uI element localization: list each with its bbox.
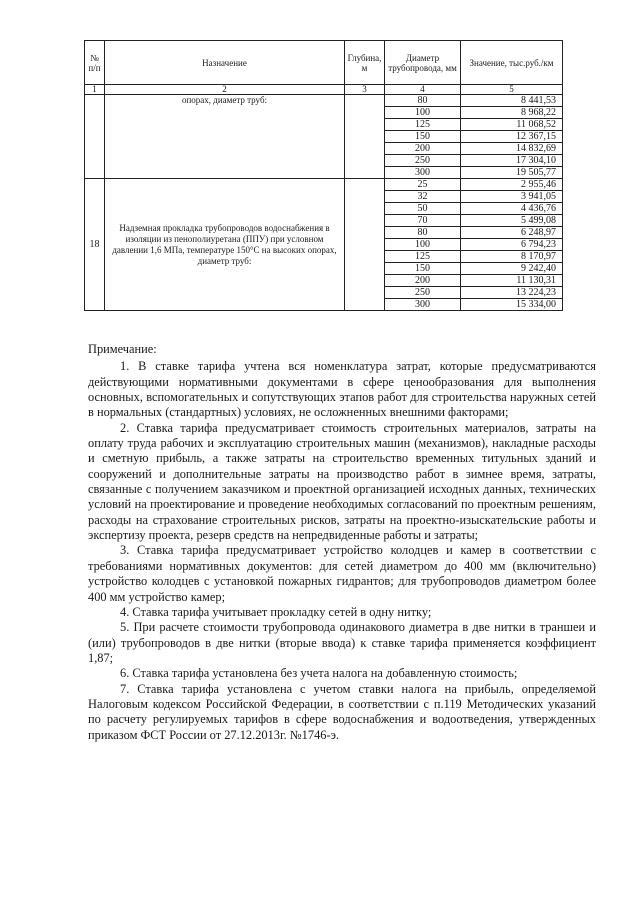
value-cell: 13 224,23	[461, 287, 563, 299]
value-cell: 8 441,53	[461, 95, 563, 107]
note-item: 4. Ставка тарифа учитывает прокладку сетей в одну нитку;	[120, 604, 432, 619]
value-cell: 9 242,40	[461, 263, 563, 275]
column-number: 5	[461, 85, 563, 95]
diameter-cell: 300	[385, 167, 461, 179]
diameter-cell: 250	[385, 155, 461, 167]
table-header-row	[85, 41, 563, 85]
header-value: Значение, тыс.руб./км	[461, 41, 563, 85]
column-number: 3	[345, 85, 385, 95]
value-cell: 11 130,31	[461, 275, 563, 287]
value-cell: 12 367,15	[461, 131, 563, 143]
column-number: 2	[105, 85, 345, 95]
value-cell: 4 436,76	[461, 203, 563, 215]
diameter-cell: 50	[385, 203, 461, 215]
diameter-cell: 80	[385, 227, 461, 239]
table-row	[85, 95, 563, 107]
value-cell: 6 248,97	[461, 227, 563, 239]
value-cell: 17 304,10	[461, 155, 563, 167]
diameter-cell: 125	[385, 119, 461, 131]
value-cell: 2 955,46	[461, 179, 563, 191]
row-description: опорах, диаметр труб:	[105, 95, 345, 179]
header-depth: Глубина, м	[345, 41, 385, 85]
diameter-cell: 70	[385, 215, 461, 227]
diameter-cell: 200	[385, 275, 461, 287]
diameter-cell: 80	[385, 95, 461, 107]
value-cell: 3 941,05	[461, 191, 563, 203]
diameter-cell: 250	[385, 287, 461, 299]
value-cell: 11 068,52	[461, 119, 563, 131]
diameter-cell: 25	[385, 179, 461, 191]
note-item: 1. В ставке тарифа учтена вся номенклатура затрат, которые предусматриваются действующими нормативными документами в сфере ценообразования для выполнения основных, вспомогательных и сопутствующих этапов работ для строительства наружных сетей в нормальных (стандартных) условиях, не осложненных внешними факторами;	[88, 359, 596, 420]
diameter-cell: 150	[385, 263, 461, 275]
note-item: 5. При расчете стоимости трубопровода одинакового диаметра в две нитки в траншеи и (или) трубопроводов в две нитки (вторые ввода) к ставке тарифа применяется коэффициент 1,87;	[88, 620, 596, 665]
row-depth	[345, 95, 385, 179]
row-number	[85, 95, 105, 179]
diameter-cell: 32	[385, 191, 461, 203]
column-number: 1	[85, 85, 105, 95]
row-number: 18	[85, 179, 105, 311]
row-description: Надземная прокладка трубопроводов водоснабжения в изоляции из пенополиуретана (ППУ) при условном давлении 1,6 МПа, температуре 150°С на высоких опорах, диаметр труб:	[105, 179, 345, 311]
value-cell: 8 170,97	[461, 251, 563, 263]
column-number-row	[85, 85, 563, 95]
notes-heading: Примечание:	[88, 342, 157, 356]
column-number: 4	[385, 85, 461, 95]
value-cell: 19 505,77	[461, 167, 563, 179]
note-item: 6. Ставка тарифа установлена без учета налога на добавленную стоимость;	[120, 666, 518, 681]
tariff-table	[84, 40, 563, 311]
table-row	[85, 179, 563, 191]
header-num: № п/п	[85, 41, 105, 85]
diameter-cell: 300	[385, 299, 461, 311]
note-item: 2. Ставка тарифа предусматривает стоимость строительных материалов, затраты на оплату труда рабочих и эксплуатацию строительных машин (механизмов), накладные расходы и сметную прибыль, а также затраты на строительство временных титульных зданий и сооружений и дополнительные затраты на производство работ в зимнее время, затраты, связанные с получением заказчиком и проектной организацией исходных данных, технических условий на проектирование и проведение необходимых согласований по проектным решениям, расходы на страхование строительных рисков, затраты на проектно-изыскательские работы и экспертизу проекта, резерв средств на непредвиденные работы и затраты;	[88, 420, 596, 543]
note-item: 7. Ставка тарифа установлена с учетом ставки налога на прибыль, определяемой Налоговым кодексом Российской Федерации, в соответствии с п.119 Методических указаний по расчету регулируемых тарифов в сфере водоснабжения и водоотведения, утвержденных приказом ФСТ России от 27.12.2013г. №1746-э.	[88, 681, 596, 742]
value-cell: 6 794,23	[461, 239, 563, 251]
diameter-cell: 150	[385, 131, 461, 143]
note-item: 3. Ставка тарифа предусматривает устройство колодцев и камер в соответствии с требованиями нормативных документов: для сетей диаметром до 400 мм (включительно) устройство колодцев с установкой пожарных гидрантов; для трубопроводов диаметром более 400 мм устройство камер;	[88, 543, 596, 604]
header-diameter: Диаметр трубопровода, мм	[385, 41, 461, 85]
value-cell: 5 499,08	[461, 215, 563, 227]
value-cell: 8 968,22	[461, 107, 563, 119]
value-cell: 15 334,00	[461, 299, 563, 311]
diameter-cell: 100	[385, 107, 461, 119]
diameter-cell: 100	[385, 239, 461, 251]
row-depth	[345, 179, 385, 311]
header-purpose: Назначение	[105, 41, 345, 85]
value-cell: 14 832,69	[461, 143, 563, 155]
diameter-cell: 200	[385, 143, 461, 155]
notes-section	[88, 342, 596, 743]
diameter-cell: 125	[385, 251, 461, 263]
